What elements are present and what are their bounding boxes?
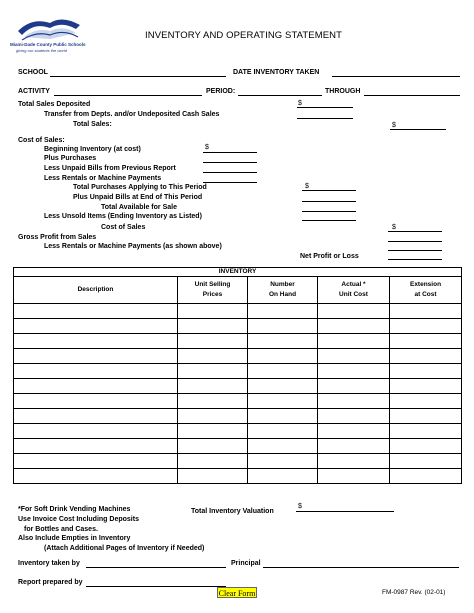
clear-form-button[interactable]: Clear Form (218, 589, 256, 598)
unit-selling-price-cell[interactable] (178, 319, 248, 334)
actual-unit-cost-cell[interactable] (318, 439, 390, 454)
total-sales-deposited-field[interactable] (297, 107, 353, 108)
footnote-empties: Also Include Empties in Inventory (18, 535, 131, 542)
actual-unit-cost-cell[interactable] (318, 424, 390, 439)
less-unpaid-bills-field[interactable] (203, 172, 257, 173)
description-cell[interactable] (14, 454, 178, 469)
activity-label: ACTIVITY (18, 88, 50, 95)
column-header-description: Description (14, 277, 178, 304)
logo-tagline: giving our students the world (16, 48, 67, 53)
footnote-invoice-cost: Use Invoice Cost Including Deposits (18, 516, 139, 523)
unit-selling-price-cell[interactable] (178, 334, 248, 349)
number-on-hand-cell[interactable] (248, 304, 318, 319)
table-row (14, 319, 462, 334)
actual-unit-cost-cell[interactable] (318, 454, 390, 469)
total-inventory-valuation-label: Total Inventory Valuation (191, 508, 274, 515)
number-on-hand-cell[interactable] (248, 394, 318, 409)
inventory-table (13, 267, 462, 484)
school-logo (10, 13, 88, 57)
description-cell[interactable] (14, 349, 178, 364)
plus-unpaid-bills-label: Plus Unpaid Bills at End of This Period (73, 194, 203, 201)
actual-unit-cost-cell[interactable] (318, 379, 390, 394)
extension-cell[interactable] (390, 409, 462, 424)
unit-selling-price-cell[interactable] (178, 409, 248, 424)
actual-unit-cost-cell[interactable] (318, 409, 390, 424)
number-on-hand-cell[interactable] (248, 439, 318, 454)
number-on-hand-cell[interactable] (248, 349, 318, 364)
dollar-sign: $ (392, 122, 396, 129)
total-sales-label: Total Sales: (73, 121, 112, 128)
total-inventory-valuation-field[interactable] (296, 511, 394, 512)
period-label: PERIOD: (206, 88, 236, 95)
extension-cell[interactable] (390, 379, 462, 394)
extension-cell[interactable] (390, 349, 462, 364)
extension-cell[interactable] (390, 304, 462, 319)
inventory-taken-by-label: Inventory taken by (18, 560, 80, 567)
table-row (14, 334, 462, 349)
description-cell[interactable] (14, 364, 178, 379)
description-cell[interactable] (14, 469, 178, 484)
school-label: SCHOOL (18, 69, 48, 76)
date-taken-field[interactable] (332, 76, 460, 77)
total-purchases-field[interactable] (302, 190, 356, 191)
footnote-attach-pages: (Attach Additional Pages of Inventory if Needed) (44, 545, 205, 552)
total-sales-field[interactable] (390, 129, 446, 130)
inventory-title: INVENTORY (14, 268, 462, 277)
cost-of-sales-label: Cost of Sales: (18, 137, 65, 144)
dollar-sign: $ (205, 144, 209, 151)
date-taken-label: DATE INVENTORY TAKEN (233, 69, 320, 76)
less-unpaid-bills-label: Less Unpaid Bills from Previous Report (44, 165, 176, 172)
table-row (14, 409, 462, 424)
table-row (14, 439, 462, 454)
extension-cell[interactable] (390, 319, 462, 334)
less-rentals-above-label: Less Rentals or Machine Payments (as shown above) (44, 243, 222, 250)
actual-unit-cost-cell[interactable] (318, 469, 390, 484)
plus-unpaid-bills-field[interactable] (302, 201, 356, 202)
table-row (14, 379, 462, 394)
footnote-bottles: for Bottles and Cases. (24, 526, 98, 533)
table-row (14, 424, 462, 439)
transfer-label: Transfer from Depts. and/or Undeposited Cash Sales (44, 111, 220, 118)
extension-cell[interactable] (390, 424, 462, 439)
actual-unit-cost-cell[interactable] (318, 304, 390, 319)
net-profit-field[interactable] (388, 259, 442, 260)
principal-field[interactable] (263, 567, 459, 568)
extension-cell[interactable] (390, 454, 462, 469)
description-cell[interactable] (14, 319, 178, 334)
cost-of-sales-field[interactable] (388, 231, 442, 232)
number-on-hand-cell[interactable] (248, 409, 318, 424)
dollar-sign: $ (392, 224, 396, 231)
description-cell[interactable] (14, 424, 178, 439)
unit-selling-price-cell[interactable] (178, 469, 248, 484)
unit-selling-price-cell[interactable] (178, 394, 248, 409)
unit-selling-price-cell[interactable] (178, 454, 248, 469)
school-field[interactable] (50, 76, 226, 77)
form-number: FM-0987 Rev. (02-01) (382, 589, 446, 596)
number-on-hand-cell[interactable] (248, 469, 318, 484)
unit-selling-price-cell[interactable] (178, 424, 248, 439)
less-rentals-field[interactable] (203, 182, 257, 183)
description-cell[interactable] (14, 409, 178, 424)
activity-field[interactable] (54, 95, 202, 96)
table-row (14, 394, 462, 409)
table-row (14, 304, 462, 319)
gross-profit-field[interactable] (388, 241, 442, 242)
dollar-sign: $ (298, 503, 302, 510)
through-label: THROUGH (325, 88, 361, 95)
actual-unit-cost-cell[interactable] (318, 349, 390, 364)
table-row (14, 454, 462, 469)
table-row (14, 364, 462, 379)
description-cell[interactable] (14, 394, 178, 409)
dollar-sign: $ (298, 100, 302, 107)
extension-cell[interactable] (390, 364, 462, 379)
beginning-inventory-field[interactable] (203, 152, 257, 153)
inventory-taken-by-field[interactable] (86, 567, 226, 568)
inventory-header-row (14, 277, 462, 304)
extension-cell[interactable] (390, 394, 462, 409)
actual-unit-cost-cell[interactable] (318, 394, 390, 409)
gross-profit-label: Gross Profit from Sales (18, 234, 97, 241)
net-profit-label: Net Profit or Loss (300, 253, 359, 260)
description-cell[interactable] (14, 439, 178, 454)
number-on-hand-cell[interactable] (248, 364, 318, 379)
page-title: INVENTORY AND OPERATING STATEMENT (145, 30, 343, 41)
report-prepared-by-field[interactable] (86, 586, 226, 587)
extension-cell[interactable] (390, 439, 462, 454)
logo-text: Miami-Dade County Public Schools (10, 42, 86, 47)
total-available-field[interactable] (302, 211, 356, 212)
dollar-sign: $ (305, 183, 309, 190)
actual-unit-cost-cell[interactable] (318, 364, 390, 379)
cost-of-sales-total-label: Cost of Sales (101, 224, 146, 231)
transfer-field[interactable] (297, 118, 353, 119)
column-header-unit-selling-prices: Unit Selling Prices (178, 277, 248, 304)
column-header-number-on-hand: Number On Hand (248, 277, 318, 304)
footnote-vending: *For Soft Drink Vending Machines (18, 506, 131, 513)
report-prepared-by-label: Report prepared by (18, 579, 83, 586)
total-available-label: Total Available for Sale (101, 204, 177, 211)
period-field[interactable] (238, 95, 322, 96)
unit-selling-price-cell[interactable] (178, 349, 248, 364)
column-header-actual-unit-cost: Actual * Unit Cost (318, 277, 390, 304)
number-on-hand-cell[interactable] (248, 454, 318, 469)
unit-selling-price-cell[interactable] (178, 379, 248, 394)
number-on-hand-cell[interactable] (248, 424, 318, 439)
principal-label: Principal (231, 560, 261, 567)
plus-purchases-label: Plus Purchases (44, 155, 97, 162)
unit-selling-price-cell[interactable] (178, 364, 248, 379)
less-unsold-field[interactable] (302, 220, 356, 221)
plus-purchases-field[interactable] (203, 162, 257, 163)
actual-unit-cost-cell[interactable] (318, 334, 390, 349)
actual-unit-cost-cell[interactable] (318, 319, 390, 334)
total-purchases-label: Total Purchases Applying to This Period (73, 184, 207, 191)
number-on-hand-cell[interactable] (248, 319, 318, 334)
number-on-hand-cell[interactable] (248, 379, 318, 394)
beginning-inventory-label: Beginning Inventory (at cost) (44, 146, 141, 153)
less-unsold-label: Less Unsold Items (Ending Inventory as Listed) (44, 213, 202, 220)
extension-cell[interactable] (390, 469, 462, 484)
less-rentals-above-field[interactable] (388, 250, 442, 251)
table-row (14, 469, 462, 484)
total-sales-deposited-label: Total Sales Deposited (18, 101, 91, 108)
unit-selling-price-cell[interactable] (178, 439, 248, 454)
unit-selling-price-cell[interactable] (178, 304, 248, 319)
description-cell[interactable] (14, 334, 178, 349)
column-header-extension-at-cost: Extension at Cost (390, 277, 462, 304)
extension-cell[interactable] (390, 334, 462, 349)
through-field[interactable] (364, 95, 460, 96)
description-cell[interactable] (14, 379, 178, 394)
description-cell[interactable] (14, 304, 178, 319)
table-row (14, 349, 462, 364)
less-rentals-label: Less Rentals or Machine Payments (44, 175, 162, 182)
number-on-hand-cell[interactable] (248, 334, 318, 349)
